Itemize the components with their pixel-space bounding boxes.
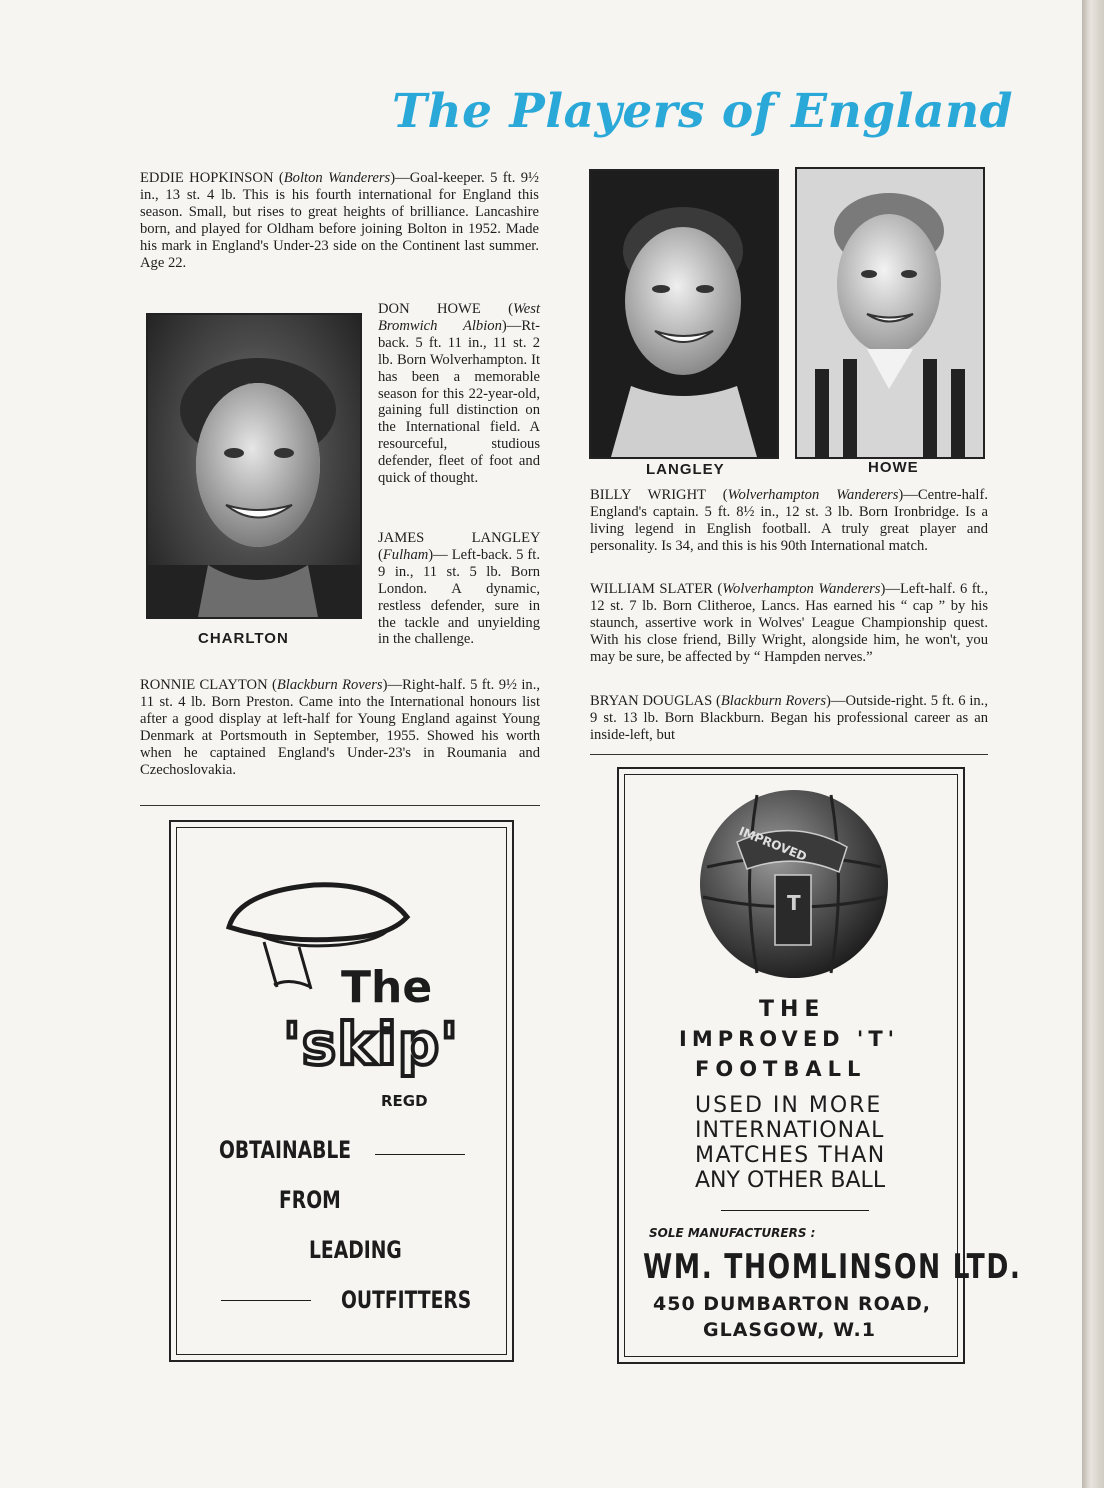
ad-skip [169, 820, 514, 1362]
ball-line-football: FOOTBALL [695, 1057, 867, 1081]
caption-howe: HOWE [868, 459, 919, 476]
portrait-langley-icon [591, 171, 777, 457]
player-name: JAMES LANGLEY [378, 530, 540, 546]
divider-left [140, 805, 540, 806]
photo-howe [795, 167, 985, 459]
player-club: Wolverhampton Wanderers [722, 581, 881, 597]
skip-line-obtainable: OBTAINABLE [219, 1136, 352, 1164]
skip-brand-the: The [341, 962, 433, 1013]
football-icon [697, 787, 891, 981]
ball-improved-text: IMPROVED [736, 824, 809, 864]
player-name: EDDIE HOPKINSON [140, 170, 274, 186]
caption-langley: LANGLEY [646, 461, 725, 478]
portrait-charlton-icon [148, 315, 360, 617]
skip-line-from: FROM [279, 1186, 341, 1214]
ball-company: WM. THOMLINSON LTD. [643, 1247, 1022, 1287]
player-club: West Bromwich Albion [378, 301, 540, 334]
player-name: WILLIAM SLATER [590, 581, 713, 597]
para-slater: WILLIAM SLATER (Wolverhampton Wanderers)—Left-half. 6 ft., 12 st. 7 lb. Born Clitheroe, Lancs. Has earned his “ cap ” by his staunch, assertive work in Wolves' League Championship quest. With his close friend, Billy Wright, alongside him, he won't, you may be sure, be affected by “ Hampden nerves.” [590, 581, 988, 665]
player-club: Fulham [382, 546, 429, 563]
skip-blank-line-2 [221, 1300, 311, 1301]
photo-charlton [146, 313, 362, 619]
ball-address-2: GLASGOW, W.1 [703, 1319, 876, 1341]
player-club: Blackburn Rovers [276, 677, 383, 693]
skip-line-outfitters: OUTFITTERS [341, 1286, 472, 1314]
ad-football [617, 767, 1022, 1364]
player-club: Wolverhampton Wanderers [727, 487, 899, 503]
page-title: The Players of England [392, 84, 1013, 139]
caption-charlton: CHARLTON [198, 630, 289, 647]
player-name: BRYAN DOUGLAS [590, 693, 713, 709]
ball-line-improved: IMPROVED 'T' [679, 1027, 900, 1051]
ball-claim-3: MATCHES THAN [695, 1143, 886, 1168]
ball-claim-1: USED IN MORE [695, 1093, 883, 1118]
para-hopkinson: EDDIE HOPKINSON (Bolton Wanderers)—Goal-keeper. 5 ft. 9½ in., 13 st. 4 lb. This is his fourth international for England this season. Small, but rises to great heights of brilliance. Lancashire born, and played for Oldham before joining Bolton in 1952. Made his mark in England's Under-23 side on the Continent last summer. Age 22. [140, 170, 539, 271]
ball-line-the: THE [759, 997, 826, 1022]
para-douglas: BRYAN DOUGLAS (Blackburn Rovers)—Outside-right. 5 ft. 6 in., 9 st. 13 lb. Born Blackburn. Began his professional career as an inside-left, but [590, 693, 988, 743]
para-howe: DON HOWE (West Bromwich Albion)—Rt-back. 5 ft. 11 in., 11 st. 2 lb. Born Wolverhampton. It has been a memorable season for this 22-year-old, gaining full distinction on the International field. A resourceful, studious defender, fleet of foot and quick of thought. [378, 301, 540, 487]
skip-line-leading: LEADING [309, 1236, 402, 1264]
divider-right [590, 754, 988, 755]
player-club: Bolton Wanderers [283, 170, 391, 186]
ball-divider [721, 1210, 869, 1211]
ball-claim-2: INTERNATIONAL [695, 1118, 885, 1143]
player-bio: — Left-back. 5 ft. 9 in., 11 st. 5 lb. Born London. A dynamic, restless defender, sure in the tackle and unyielding in the challenge. [378, 546, 540, 648]
player-bio: —Goal-keeper. 5 ft. 9½ in., 13 st. 4 lb. This is his fourth international for England this season. Small, but rises to great heights of brilliance. Lancashire born, and played for Oldham before joining Bolton in 1952. Made his mark in England's Under-23 side on the Continent last summer. Age 22. [140, 170, 539, 271]
skip-brand-logo: 'skip' [283, 1010, 460, 1078]
player-bio: —Left-half. 6 ft., 12 st. 7 lb. Born Clitheroe, Lancs. Has earned his “ cap ” by his staunch, assertive work in Wolves' League Championship quest. With his close friend, Billy Wright, alongside him, he won't, you may be sure, be affected by “ Hampden nerves.” [590, 581, 988, 665]
ball-claim-4: ANY OTHER BALL [695, 1168, 886, 1193]
page-edge-shadow [1082, 0, 1104, 1488]
player-bio: —Right-half. 5 ft. 9½ in., 11 st. 4 lb. Born Preston. Came into the International honours list after a good display at left-half for Young England against Young Denmark at Portsmouth in September, 1955. Showed his worth when he captained England's Under-23's in Roumania and Czechoslovakia. [140, 677, 540, 778]
skip-blank-line [375, 1154, 465, 1155]
player-name: RONNIE CLAYTON [140, 677, 268, 693]
photo-langley [589, 169, 779, 459]
player-bio: —Centre-half. England's captain. 5 ft. 8½ in., 12 st. 3 lb. Born Ironbridge. Is a living legend in English football. A truly great player and personality. Is 34, and this is his 90th International match. [590, 487, 988, 554]
player-name: DON HOWE [378, 301, 481, 317]
para-wright: BILLY WRIGHT (Wolverhampton Wanderers)—Centre-half. England's captain. 5 ft. 8½ in., 12 st. 3 lb. Born Ironbridge. Is a living legend in English football. A truly great player and personality. Is 34, and this is his 90th International match. [590, 487, 988, 554]
para-clayton: RONNIE CLAYTON (Blackburn Rovers)—Right-half. 5 ft. 9½ in., 11 st. 4 lb. Born Preston. Came into the International honours list after a good display at left-half for Young England against Young Denmark at Portsmouth in September, 1955. Showed his worth when he captained England's Under-23's in Roumania and Czechoslovakia. [140, 677, 540, 778]
ball-letter-t: T [787, 891, 801, 915]
ball-address-1: 450 DUMBARTON ROAD, [653, 1293, 931, 1315]
player-bio: —Rt-back. 5 ft. 11 in., 11 st. 2 lb. Born Wolverhampton. It has been a memorable season for this 22-year-old, gaining full distinction on the International field. A resourceful, studious defender, fleet of foot and quick of thought. [378, 317, 540, 487]
player-bio: —Outside-right. 5 ft. 6 in., 9 st. 13 lb. Born Blackburn. Began his professional career as an inside-left, but [590, 693, 988, 743]
ball-sole-manufacturers: SOLE MANUFACTURERS : [649, 1226, 816, 1240]
para-langley: JAMES LANGLEY (Fulham)— Left-back. 5 ft. 9 in., 11 st. 5 lb. Born London. A dynamic, restless defender, sure in the tackle and unyielding in the challenge. [378, 530, 540, 648]
player-name: BILLY WRIGHT [590, 487, 706, 503]
portrait-howe-icon [797, 169, 983, 457]
skip-regd: REGD [381, 1092, 428, 1110]
player-club: Blackburn Rovers [720, 693, 826, 709]
